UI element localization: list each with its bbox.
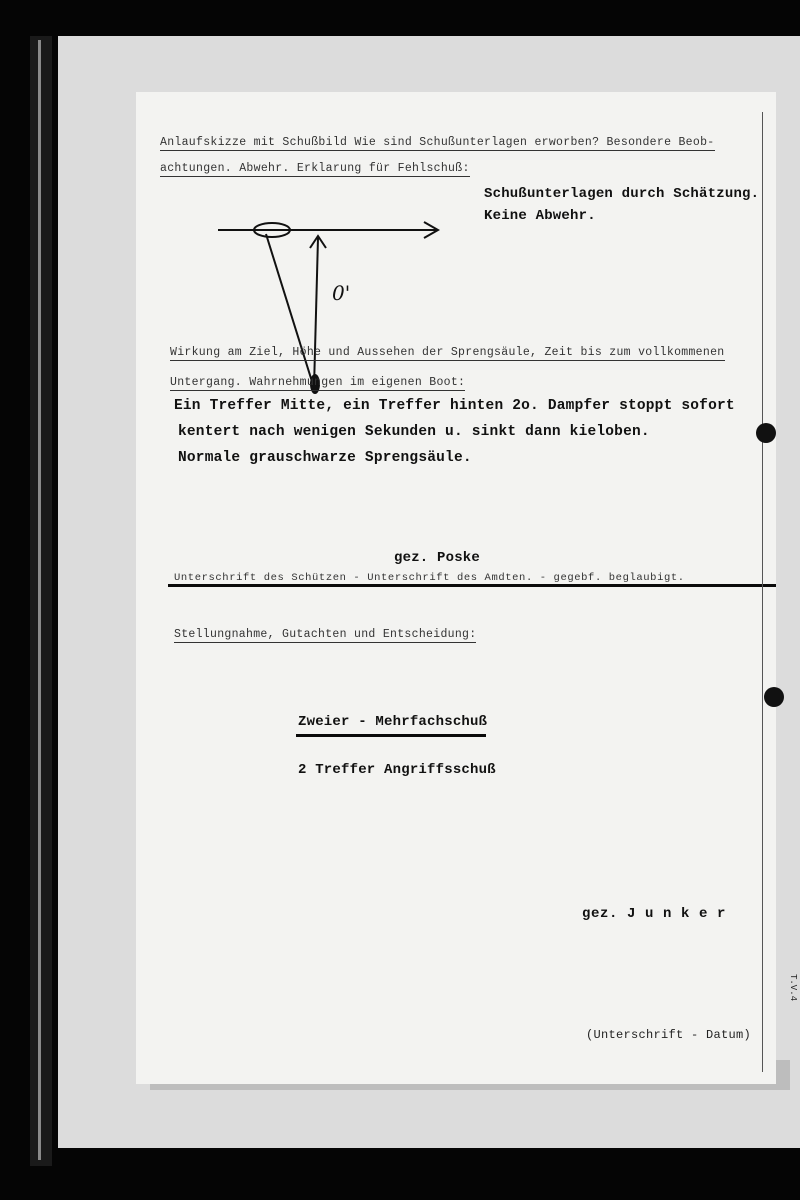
decision-title: Zweier - Mehrfachschuß bbox=[298, 714, 488, 730]
page-right-edge bbox=[762, 112, 763, 1072]
defense-text: Keine Abwehr. bbox=[484, 208, 596, 224]
header-label-line1: Anlaufskizze mit Schußbild Wie sind Schußunterlagen erworben? Besondere Beob- bbox=[160, 136, 715, 149]
effect-text-line1: Ein Treffer Mitte, ein Treffer hinten 2o. Dampfer stoppt sofort bbox=[174, 398, 735, 414]
header-label-line2: achtungen. Abwehr. Erklarung für Fehlschuß: bbox=[160, 162, 470, 175]
effect-text-line3: Normale grauschwarze Sprengsäule. bbox=[178, 450, 472, 466]
decision-title-underline bbox=[296, 734, 486, 737]
film-edge-strip bbox=[30, 36, 52, 1166]
torpedo-track-line bbox=[266, 234, 314, 388]
signature-caption: Unterschrift des Schützen - Unterschrift des Amdten. - gegebf. beglaubigt. bbox=[174, 572, 685, 584]
punch-hole-upper bbox=[756, 423, 776, 443]
shooter-signature: gez. Poske bbox=[394, 550, 481, 566]
decision-detail: 2 Treffer Angriffsschuß bbox=[298, 762, 496, 778]
section-divider-line bbox=[168, 584, 776, 587]
report-page bbox=[136, 92, 798, 1084]
boat-heading-line bbox=[314, 238, 318, 388]
effect-text-line2: kentert nach wenigen Sekunden u. sinkt dann kieloben. bbox=[178, 424, 650, 440]
film-edge-line bbox=[38, 40, 41, 1160]
effect-label-line2: Untergang. Wahrnehmungen im eigenen Boot: bbox=[170, 376, 466, 389]
footer-caption: (Unterschrift - Datum) bbox=[586, 1028, 752, 1042]
assessment-label: Stellungnahme, Gutachten und Entscheidung: bbox=[174, 628, 477, 641]
margin-mark: T.V.4 bbox=[788, 974, 798, 1002]
angle-label: 0' bbox=[332, 281, 351, 305]
shot-sources-text: Schußunterlagen durch Schätzung. bbox=[484, 186, 760, 202]
effect-label-line1: Wirkung am Ziel, Höhe und Aussehen der Sprengsäule, Zeit bis zum vollkommenen bbox=[170, 346, 725, 359]
punch-hole-lower bbox=[764, 687, 784, 707]
junker-signature: gez. J u n k e r bbox=[582, 906, 727, 922]
